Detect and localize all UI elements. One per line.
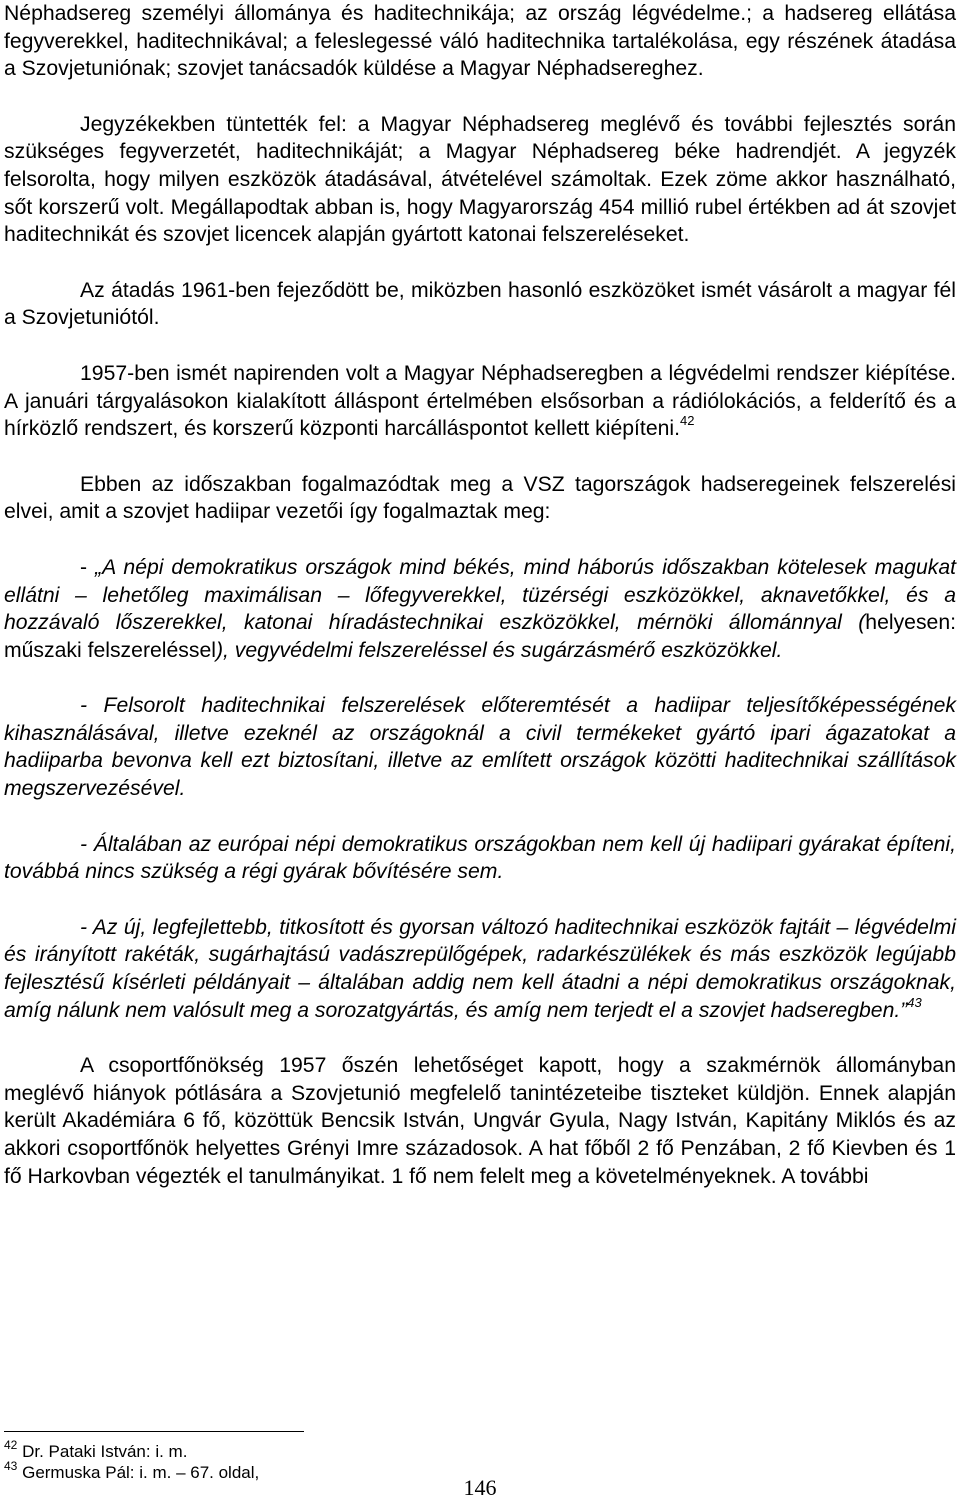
quote-item-3: - Általában az európai népi demokratikus országokban nem kell új hadiipari gyárakat építeni, továbbá nincs szükség a régi gyárak bővítésére sem. (4, 832, 956, 884)
paragraph-2: Jegyzékekben tüntették fel: a Magyar Néphadsereg meglévő és további fejlesztés során szükséges fegyverzetét, haditechnikáját; a Magyar Néphadsereg béke hadrendjét. A jegyzék felsorolta, hogy milyen eszközök átadásával, átvételével számoltak. Ezek zöme akkor használható, sőt korszerű volt. Megállapodtak abban is, hogy Magyarország 454 millió rubel értékben ad át szovjet haditechnikát és szovjet licencek alapján gyártott katonai felszereléseket. (4, 112, 956, 247)
paragraph-4-text: 1957-ben ismét napirenden volt a Magyar Néphadseregben a légvédelmi rendszer kiépítése. A januári tárgyalásokon kialakított álláspont értelmében elsősorban a rádiólokációs, a felderítő és a hírközlő rendszert, és korszerű központi harcálláspontot kellett kiépíteni. (4, 361, 956, 441)
paragraph-3: Az átadás 1961-ben fejeződött be, miközben hasonló eszközöket ismét vásárolt a magyar fél a Szovjetuniótól. (4, 278, 956, 330)
paragraph-10: A csoportfőnökség 1957 őszén lehetőséget kapott, hogy a szakmérnök állományban meglévő hiányok pótlására a Szovjetunió megfelelő tanintézeteibe tiszteket küldjön. Ennek alapján került Akadémiára 6 fő, közöttük Bencsik István, Ungvár Gyula, Nagy István, Kapitány Miklós és az akkori csoportfőnök helyettes Grényi Imre századosok. A hat főből 2 fő Penzában, 2 fő Kievben és 1 fő Harkovban végezték el tanulmányikat. 1 fő nem felelt meg a követelményeknek. A további (4, 1054, 956, 1188)
quote-item-1-text-c: ), vegyvédelmi felszereléssel és sugárzásmérő eszközökkel. (215, 638, 783, 662)
quote-item-4 (0, 914, 960, 1024)
quote-item-1-text-b: helyesen: műszaki felszereléssel (4, 611, 956, 662)
quote-dash: - (80, 555, 96, 579)
quote-item-2: - Felsorolt haditechnikai felszerelések előteremtését a hadiipar teljesítőképességének kihasználásával, illetve ezeknél az országoknál a civil termékeket gyártó ipari ágazatokat a hadiiparba bevonva kell ezt biztosítani, illetve az említett országok közötti haditechnikai szállítások megszervezésével. (4, 694, 956, 801)
footnote-number: 42 (4, 1438, 18, 1453)
paragraph-4 (0, 360, 960, 443)
quote-item-1 (0, 554, 960, 664)
quote-item-4-text: - Az új, legfejlettebb, titkosított és gyorsan változó haditechnikai eszközök fajtáit – légvédelmi és irányított rakéták, sugárhajtású vadászrepülőgépek, radarkészülékek és más eszközök legújabb fejlesztésű kísérleti példányait – általában addig nem kell átadni a népi demokratikus országoknak, amíg nálunk nem valósult meg a sorozatgyártás, és amíg nem terjedt el a szovjet hadseregben.” (4, 915, 956, 1022)
footnote-ref-42[interactable]: 42 (679, 413, 695, 429)
footnote-text: Germuska Pál: i. m. – 67. oldal, (22, 1463, 260, 1482)
footnote-number: 43 (4, 1459, 18, 1474)
footnote-42 (4, 1438, 259, 1462)
footnote-ref-43[interactable]: 43 (907, 994, 922, 1010)
paragraph-5: Ebben az időszakban fogalmazódtak meg a VSZ tagországok hadseregeinek felszerelési elvei, amit a szovjet hadiipar vezetői így fogalmaztak meg: (4, 472, 956, 524)
footnote-text: Dr. Pataki István: i. m. (22, 1442, 188, 1461)
page-number: 146 (463, 1475, 497, 1500)
quote-item-1-text-a: „A népi demokratikus országok mind békés, mind háborús időszakban kötelesek magukat ellátni – lehetőleg maximálisan – lőfegyverekkel, tüzérségi eszközökkel, aknavetőkkel, és a hozzávaló lőszerekkel, katonai híradástechnikai eszközökkel, mérnöki állománnyal ( (4, 555, 956, 635)
footnote-divider (4, 1431, 304, 1432)
paragraph-1: Néphadsereg személyi állománya és haditechnikája; az ország légvédelme.; a hadsereg ellátása fegyverekkel, haditechnikával; a feleslegessé váló haditechnika tartalékolása, egy részének átadása a Szovjetuniónak; szovjet tanácsadók küldése a Magyar Néphadsereghez. (4, 2, 956, 81)
